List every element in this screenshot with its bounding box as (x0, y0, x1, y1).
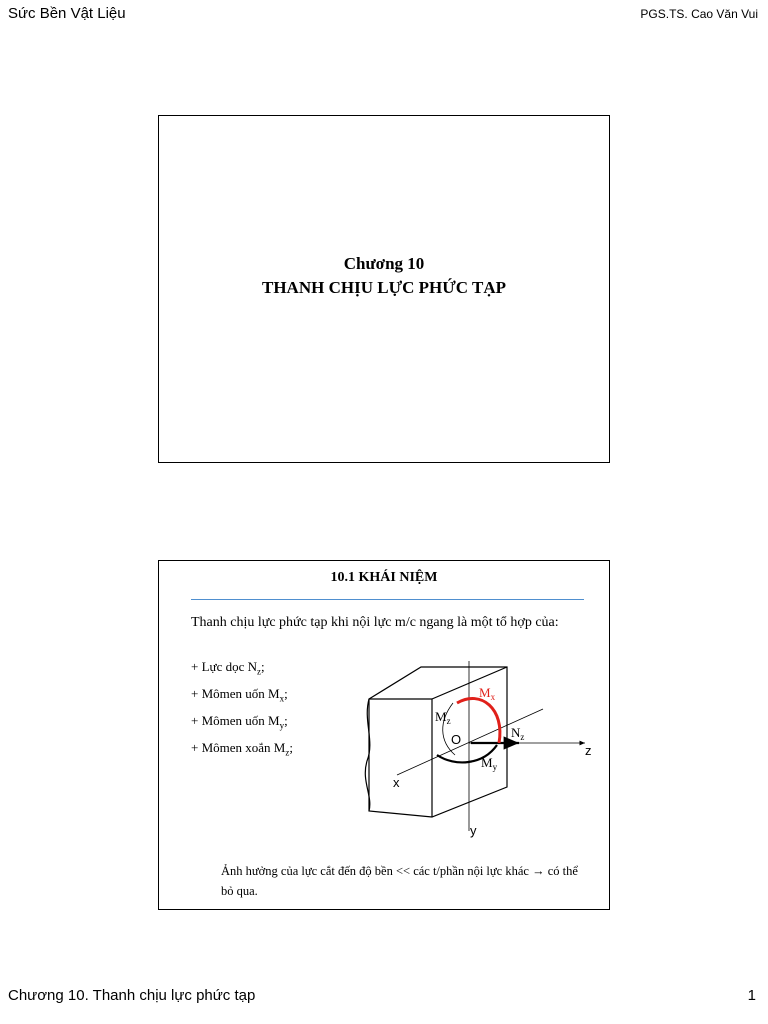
shear-note: Ảnh hưởng của lực cắt đến độ bền << các t/phần nội lực khác → có thể bỏ qua. (221, 864, 578, 898)
mx-arc (457, 698, 500, 743)
slide-concept (158, 560, 610, 910)
y-axis-label: y (470, 823, 477, 838)
list-item: + Mômen xoắn $M_z$; (191, 740, 293, 758)
chapter-title: THANH CHỊU LỰC PHỨC TẠP (262, 278, 506, 297)
my-label: $M_y$ (481, 755, 498, 772)
page-number: 1 (747, 987, 756, 1004)
origin-label: O (451, 732, 462, 747)
beam-section-diagram (359, 631, 605, 841)
mx-label: $M_x$ (479, 685, 496, 702)
title-divider (191, 599, 584, 600)
section-title: 10.1 KHÁI NIỆM (330, 570, 438, 585)
document-footer-chapter: Chương 10. Thanh chịu lực phức tạp (8, 987, 256, 1004)
z-axis-label: z (585, 743, 592, 758)
mz-label: $M_z$ (435, 709, 451, 726)
document-header-author: PGS.TS. Cao Văn Vui (640, 7, 758, 21)
list-item: + Mômen uốn $M_y$; (191, 713, 288, 731)
list-item: + Mômen uốn $M_x$; (191, 686, 288, 704)
document-header-title: Sức Bền Vật Liệu (8, 5, 126, 22)
x-axis (397, 709, 543, 775)
intro-text: Thanh chịu lực phức tạp khi nội lực m/c ngang là một tổ hợp của: (191, 615, 559, 630)
chapter-number: Chương 10 (343, 254, 425, 273)
internal-force-list (191, 657, 293, 765)
list-item: + Lực dọc $N_z$; (191, 659, 265, 677)
nz-label: $N_z$ (511, 725, 525, 742)
slide-title (158, 115, 610, 463)
chapter-title-block (159, 252, 609, 300)
x-axis-label: x (393, 775, 400, 790)
